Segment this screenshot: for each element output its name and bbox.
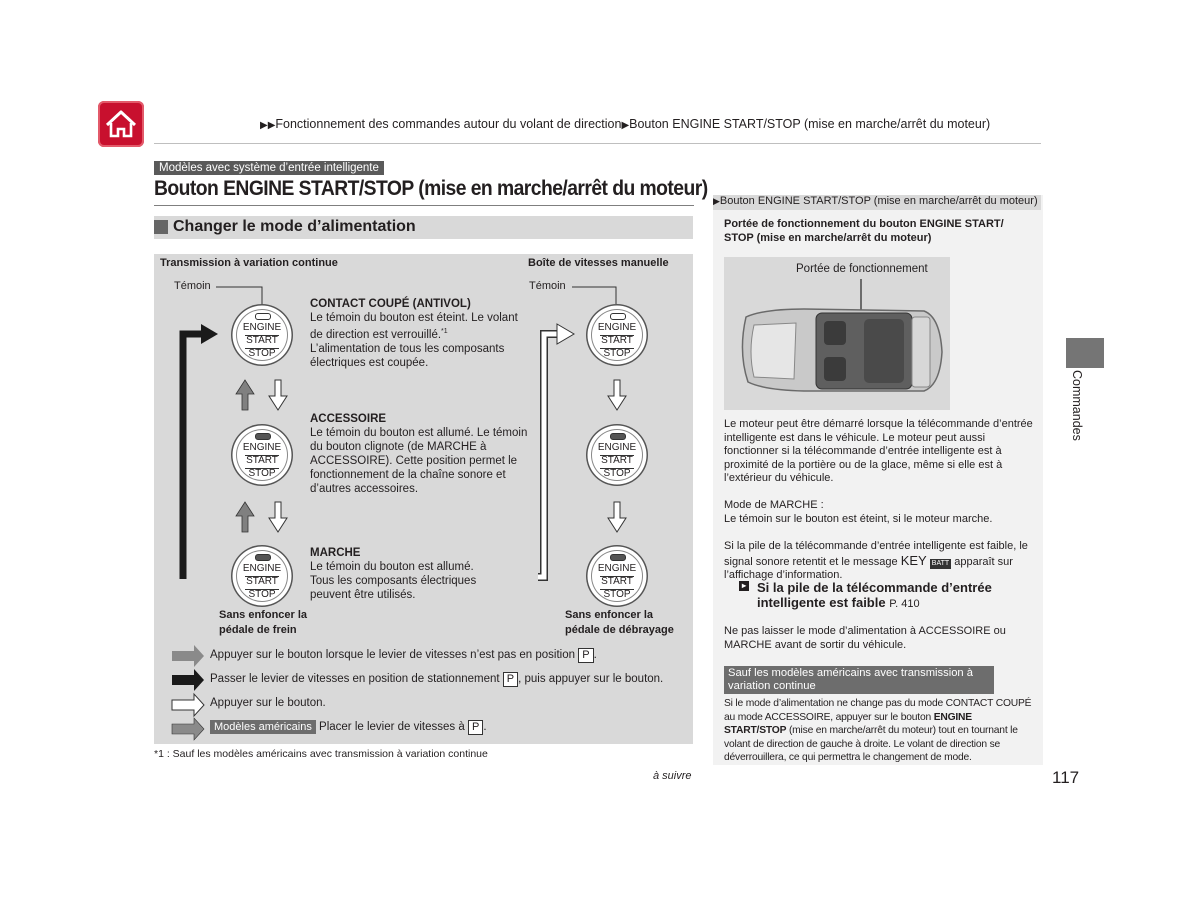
legend-gray-arrow (172, 645, 204, 667)
breadcrumb-item[interactable]: Bouton ENGINE START/STOP (mise en marche/arrêt du moteur) (629, 117, 991, 131)
continue-note: à suivre (653, 770, 692, 782)
car-range-illustration (724, 257, 950, 410)
model-tag: Modèles avec système d’entrée intelligente (154, 161, 384, 175)
chapter-tab-label: Commandes (1070, 370, 1084, 441)
home-icon[interactable] (98, 101, 144, 147)
engine-button-accessory: ENGINE START STOP (231, 424, 293, 486)
mode-accessory-description: ACCESSOIRE Le témoin du bouton est allumé. Le témoin du bouton clignote (de MARCHE à ACCESSOIRE). Cette position permet le fonctionnement de la chaîne sonore et d’autres accessoires. (310, 413, 528, 495)
engine-button-on: ENGINE START STOP (231, 545, 293, 607)
key-message: KEY (900, 552, 927, 568)
arrow-icon: ▶ (621, 120, 630, 131)
temoin-label-right: Témoin (529, 280, 566, 292)
legend-row: Passer le levier de vitesses en position de stationnement P , puis appuyer sur le bouton. (210, 673, 664, 685)
indicator-light (610, 313, 626, 320)
arrow-icon: ▶ (713, 196, 720, 206)
footnote: *1 : Sauf les modèles américains avec transmission à variation continue (154, 748, 488, 760)
white-down-arrow (608, 502, 626, 532)
battery-icon: BATT (931, 559, 950, 567)
park-symbol: P (578, 648, 593, 663)
white-down-arrow (269, 380, 287, 410)
temoin-label-left: Témoin (174, 280, 211, 292)
breadcrumb-item[interactable]: Fonctionnement des commandes autour du volant de direction (275, 117, 622, 131)
sidebar-heading: ▶Bouton ENGINE START/STOP (mise en marche/arrêt du moteur) (713, 195, 1041, 210)
square-icon (154, 220, 168, 234)
breadcrumb (260, 117, 1050, 131)
reference-arrow-icon: ▸ (739, 581, 749, 591)
white-down-arrow (269, 502, 287, 532)
arrow-icon: ▶▶ (260, 120, 276, 131)
legend-black-arrow (172, 669, 204, 691)
park-symbol: P (503, 672, 518, 687)
gray-up-arrow (236, 380, 254, 410)
mode-title: CONTACT COUPÉ (ANTIVOL) (310, 298, 471, 310)
page-title: Bouton ENGINE START/STOP (mise en marche/arrêt du moteur) (154, 177, 708, 200)
mode-off-description: CONTACT COUPÉ (ANTIVOL) Le témoin du bouton est éteint. Le volant de direction est verrouillé.$^{*1}$ L’alimentation de tous les composants électriques est coupée. (310, 297, 530, 370)
left-heading: Transmission à variation continue (160, 257, 338, 269)
brake-note-line1: Sans enfoncer la (219, 609, 308, 621)
clutch-note-line2: pédale de débrayage (565, 624, 674, 636)
reference-link[interactable]: ▸ Si la pile de la télécommande d’entrée intelligente est faible P. 410 (740, 580, 1030, 612)
engine-button-off: ENGINE START STOP (231, 304, 293, 366)
legend-row: Appuyer sur le bouton lorsque le levier de vitesses n’est pas en position P . (210, 649, 597, 661)
engine-button-off: ENGINE START STOP (586, 304, 648, 366)
sidebar-paragraph: Le témoin sur le bouton est éteint, si le moteur marche. (724, 513, 993, 525)
sidebar-paragraph: Si le mode d’alimentation ne change pas du mode CONTACT COUPÉ au mode ACCESSOIRE, appuyer sur le bouton ENGINE START/STOP (mise en marche/arrêt du moteur) tout en tournant le volant de direction de gauche à droite. Le volant de direction se déverrouillera, ce qui permettra le changement de mode. (724, 698, 1032, 763)
section-header (154, 216, 693, 239)
chapter-tab[interactable] (1066, 338, 1104, 368)
brake-note-line2: pédale de frein (219, 624, 297, 636)
white-down-arrow (608, 380, 626, 410)
house-glyph (98, 101, 144, 147)
clutch-note-line1: Sans enfoncer la (565, 609, 654, 621)
gray-up-arrow (236, 502, 254, 532)
sidebar-paragraph: Si la pile de la télécommande d’entrée intelligente est faible, le signal sonore retentit et le message KEY BATT apparaît sur l’affichage d’information. (724, 540, 1028, 581)
mode-title: ACCESSOIRE (310, 413, 387, 425)
mode-on-description: MARCHE Le témoin du bouton est allumé. Tous les composants électriques peuvent être utilisés. (310, 546, 500, 602)
header-divider (154, 143, 1041, 144)
legend-gray-arrow (172, 718, 204, 740)
engine-button-accessory: ENGINE START STOP (586, 424, 648, 486)
model-restriction-tag: Sauf les modèles américains avec transmission à variation continue (724, 666, 994, 694)
indicator-light (255, 554, 271, 561)
engine-button-on: ENGINE START STOP (586, 545, 648, 607)
sidebar-paragraph: Ne pas laisser le mode d’alimentation à ACCESSOIRE ou MARCHE avant de sortir du véhicule. (724, 625, 1006, 651)
legend-white-arrow (172, 694, 204, 716)
reference-page: P. 410 (889, 598, 920, 610)
legend-row: Appuyer sur le bouton. (210, 697, 326, 709)
legend-row: Modèles américains Placer le levier de vitesses à P . (210, 720, 487, 735)
sidebar-paragraph: Mode de MARCHE : (724, 499, 824, 511)
title-rule (154, 205, 694, 206)
sidebar-subheading: Portée de fonctionnement du bouton ENGINE START/ STOP (mise en marche/arrêt du moteur) (724, 218, 1004, 244)
mode-title: MARCHE (310, 547, 361, 559)
indicator-light (610, 554, 626, 561)
indicator-light (610, 433, 626, 440)
section-title: Changer le mode d’alimentation (173, 218, 416, 235)
indicator-light (255, 313, 271, 320)
sidebar-paragraph: Le moteur peut être démarré lorsque la télécommande d’entrée intelligente est dans le véhicule. Le moteur peut aussi fonctionner si la télécommande d’entrée intelligente est à proximité de la portière ou de la glace, même si elle est à l’extérieur du véhicule. (724, 418, 1033, 484)
car-top-view (724, 257, 950, 410)
park-symbol: P (468, 720, 483, 735)
range-label: Portée de fonctionnement (796, 263, 928, 275)
right-heading: Boîte de vitesses manuelle (528, 257, 669, 269)
page-number: 117 (1052, 768, 1080, 787)
indicator-light (255, 433, 271, 440)
us-models-badge: Modèles américains (210, 720, 316, 734)
power-mode-diagram (154, 254, 693, 744)
